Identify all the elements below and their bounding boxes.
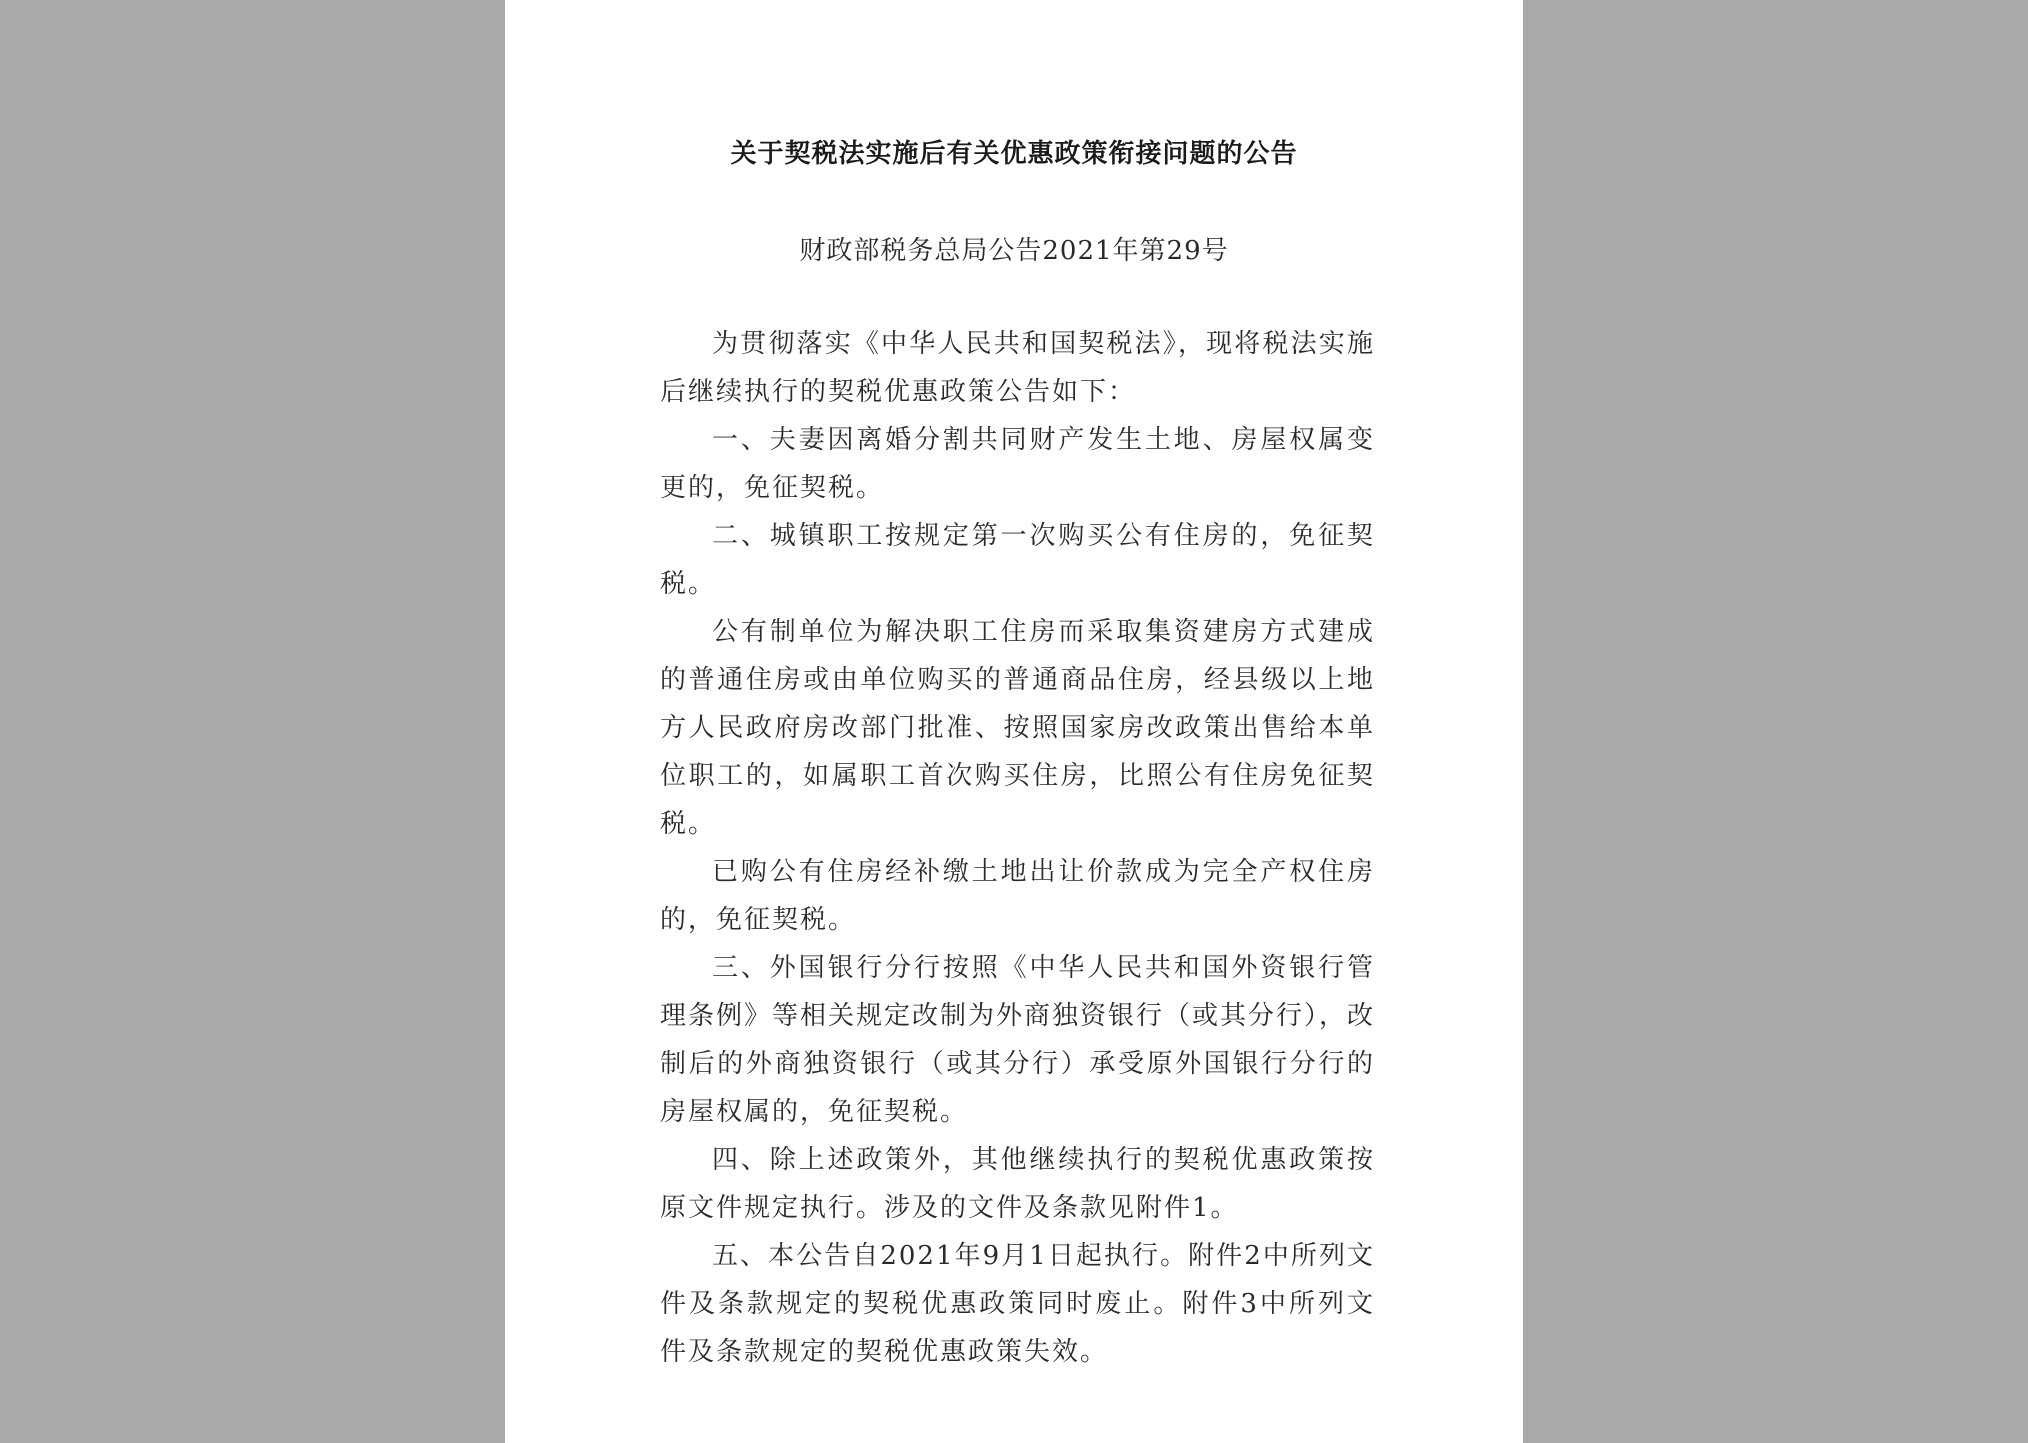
paragraph-item-2: 二、城镇职工按规定第一次购买公有住房的，免征契税。: [660, 521, 1375, 599]
paragraph-intro: 为贯彻落实《中华人民共和国契税法》，现将税法实施后继续执行的契税优惠政策公告如下：: [660, 329, 1375, 407]
paragraph-item-4: 四、除上述政策外，其他继续执行的契税优惠政策按原文件规定执行。涉及的文件及条款见附件1。: [660, 1145, 1375, 1223]
document-body: [660, 320, 1375, 1376]
paragraph-item-1: 一、夫妻因离婚分割共同财产发生土地、房屋权属变更的，免征契税。: [660, 425, 1375, 503]
document-page: [505, 0, 1523, 1443]
paragraph-item-2-detail-b: 已购公有住房经补缴土地出让价款成为完全产权住房的，免征契税。: [660, 857, 1375, 935]
document-number: 财政部税务总局公告2021年第29号: [799, 236, 1229, 266]
paragraph-item-2-detail-a: 公有制单位为解决职工住房而采取集资建房方式建成的普通住房或由单位购买的普通商品住房，经县级以上地方人民政府房改部门批准、按照国家房改政策出售给本单位职工的，如属职工首次购买住房，比照公有住房免征契税。: [660, 617, 1375, 839]
paragraph-item-5: 五、本公告自2021年9月1日起执行。附件2中所列文件及条款规定的契税优惠政策同时废止。附件3中所列文件及条款规定的契税优惠政策失效。: [660, 1241, 1375, 1367]
document-title: 关于契税法实施后有关优惠政策衔接问题的公告: [730, 139, 1298, 169]
paragraph-item-3: 三、外国银行分行按照《中华人民共和国外资银行管理条例》等相关规定改制为外商独资银行（或其分行），改制后的外商独资银行（或其分行）承受原外国银行分行的房屋权属的，免征契税。: [660, 953, 1376, 1127]
